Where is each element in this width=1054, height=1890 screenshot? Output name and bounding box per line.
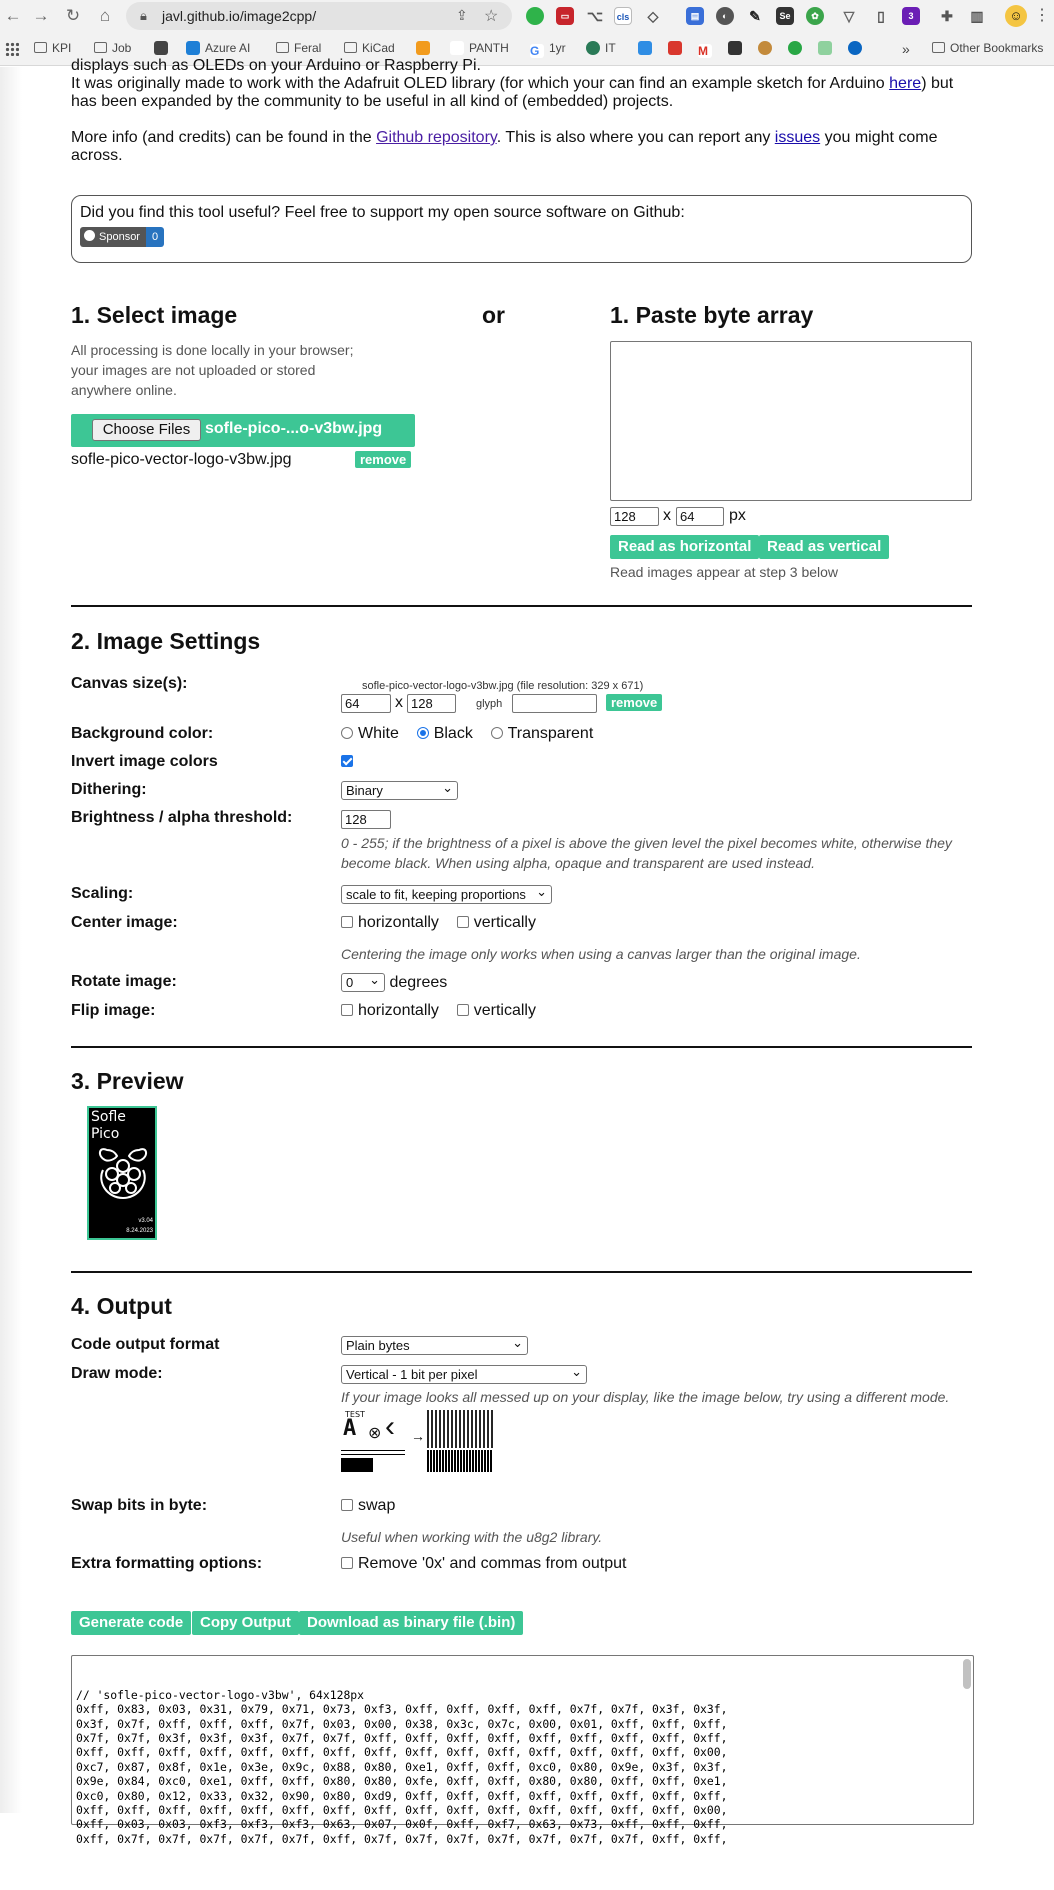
threshold-label: Brightness / alpha threshold: — [71, 809, 293, 826]
example-garbled-glyphs — [427, 1410, 493, 1448]
or-label: or — [482, 302, 505, 328]
bg-transparent-option[interactable] — [491, 725, 594, 742]
sponsor-button[interactable] — [80, 227, 164, 247]
draw-mode-control — [341, 1365, 587, 1384]
bookmark-icon-4[interactable] — [728, 41, 747, 55]
flip-label: Flip image: — [71, 1002, 156, 1019]
swap-help: Useful when working with the u8g2 library. — [341, 1529, 603, 1545]
extension-blue-icon[interactable]: ▤ — [686, 7, 704, 25]
scaling-select[interactable]: scale to fit, keeping proportions ⌄ — [341, 885, 552, 904]
section-divider — [71, 1046, 972, 1048]
center-image-label: Center image: — [71, 914, 178, 931]
extension-cls-icon[interactable]: cls — [614, 7, 632, 25]
center-image-options — [341, 914, 536, 932]
intro-text-span: It was originally made to work with the Adafruit OLED library (for which your can find an example sketch for Arduino — [71, 75, 890, 92]
folder-icon — [276, 42, 289, 53]
url-text[interactable]: javl.github.io/image2cpp/ — [162, 8, 317, 24]
preview-version: v3.04 — [138, 1218, 153, 1224]
dithering-label: Dithering: — [71, 781, 147, 798]
folder-icon — [932, 42, 945, 53]
intro-paragraph-2 — [71, 75, 971, 111]
preview-date: 8.24.2023 — [126, 1228, 153, 1234]
extension-gray-circle-icon[interactable]: ◐ — [716, 7, 734, 25]
favicon-icon — [728, 41, 742, 55]
bg-white-option[interactable] — [341, 725, 399, 742]
azure-icon — [186, 41, 200, 55]
degrees-label: degrees — [389, 974, 448, 991]
paste-height-input[interactable]: 64 — [676, 507, 724, 526]
bookmark-icon-3[interactable] — [668, 41, 687, 55]
reload-icon[interactable]: ↻ — [65, 6, 81, 25]
other-bookmarks[interactable] — [932, 41, 1043, 55]
flip-options — [341, 1002, 536, 1020]
bg-black-label: Black — [433, 725, 473, 742]
intro-text-span: you might come across. — [71, 129, 938, 164]
glyph-input[interactable] — [512, 694, 597, 713]
example-test-text: TEST — [345, 1410, 365, 1419]
bookmark-label: Feral — [294, 41, 322, 55]
folder-icon — [34, 42, 47, 53]
bookmark-label: 1yr — [549, 41, 566, 55]
swap-label: swap — [358, 1497, 396, 1514]
side-panel-icon[interactable]: ▥ — [970, 8, 984, 24]
bg-white-label: White — [358, 725, 399, 742]
paste-x-label: x — [663, 507, 671, 524]
folder-icon — [94, 42, 107, 53]
canvas-file-info: sofle-pico-vector-logo-v3bw.jpg (file resolution: 329 x 671) — [362, 680, 644, 692]
code-output-text: // 'sofle-pico-vector-logo-v3bw', 64x128px 0xff, 0x83, 0x03, 0x31, 0x79, 0x71, 0x73, 0xf3, 0xff, 0xff, 0xff, 0xff, 0x7f, 0x7f, 0x3f, 0x3f, 0x3f, 0x7f, 0xff, 0xff, 0xff, 0x7f, 0x03, 0x00, 0x38, 0x3c, 0x7c, 0x00, 0x01, 0xff, 0xff, 0xff, 0x7f, 0x7f, 0x3f, 0x3f, 0x3f, 0x7f, 0x7f, 0xff, 0xff, 0xff, 0xff, 0xff, 0xff, 0xff, 0xff, 0xff, 0xff, 0xff, 0xff, 0xff, 0xff, 0xff, 0xff, 0xff, 0xff, 0xff, 0xff, 0xff, 0xff, 0xff, 0xff, 0x00, 0xc7, 0x87, 0x8f, 0x1e, 0x3e, 0x9c, 0x88, 0x80, 0xe1, 0xff, 0xff, 0xc0, 0x80, 0x9e, 0x3f, 0x3f, 0x9e, 0x84, 0xc0, 0xe1, 0xff, 0xff, 0x80, 0x80, 0xfe, 0xff, 0xff, 0x80, 0x80, 0xff, 0xff, 0xe1, 0xc0, 0x80, 0x12, 0x33, 0x32, 0x90, 0x80, 0xd9, 0xff, 0xff, 0xff, 0xff, 0xff, 0xff, 0xff, 0xff, 0xff, 0xff, 0xff, 0xff, 0xff, 0xff, 0xff, 0xff, 0xff, 0xff, 0xff, 0xff, 0xff, 0xff, 0xff, 0x00, 0xff, 0x03, 0x03, 0xf3, 0xf3, 0xf3, 0x63, 0x07, 0x0f, 0xff, 0xf7, 0x63, 0x73, 0xff, 0xff, 0xff, 0xff, 0x7f, 0x7f, 0x7f, 0x7f, 0x7f, 0xff, 0x7f, 0x7f, 0x7f, 0x7f, 0x7f, 0x7f, 0x7f, 0xff, 0xff, — [76, 1687, 728, 1846]
center-vertical-option[interactable] — [457, 914, 536, 931]
example-block — [341, 1458, 373, 1472]
read-vertical-button[interactable]: Read as vertical — [759, 535, 889, 559]
apps-grid-icon[interactable] — [5, 42, 19, 56]
favicon-icon — [450, 41, 464, 55]
bg-black-radio[interactable] — [417, 727, 429, 739]
intro-text — [71, 57, 971, 183]
bookmark-label: Job — [112, 41, 132, 55]
forward-icon[interactable]: → — [32, 6, 50, 25]
intro-paragraph-3 — [71, 129, 971, 165]
bookmark-label: Other Bookmarks — [950, 41, 1044, 55]
bookmark-icon-8[interactable] — [848, 41, 867, 55]
flip-vertical-label: vertically — [473, 1002, 536, 1019]
bookmark-panth[interactable] — [450, 41, 509, 55]
browser-toolbar — [0, 0, 1054, 32]
more-bookmarks-chevron-icon[interactable]: » — [902, 41, 910, 57]
bookmark-kicad[interactable] — [344, 41, 395, 55]
flip-horizontal-label: horizontally — [358, 1002, 439, 1019]
step1-title: 1. Select image — [71, 302, 238, 328]
bookmark-icon-2[interactable] — [638, 41, 657, 55]
scaling-label: Scaling: — [71, 885, 134, 902]
extension-badge: 3 — [908, 11, 914, 21]
extension-puzzle-icon[interactable]: ⌥ — [586, 8, 604, 24]
favicon-icon — [586, 41, 600, 55]
bookmark-kpi[interactable] — [34, 41, 71, 55]
extra-formatting-option[interactable] — [341, 1555, 626, 1573]
sponsor-label-wrap — [80, 227, 146, 247]
section-divider — [71, 605, 972, 607]
bookmark-orange[interactable] — [416, 41, 435, 55]
draw-mode-label: Draw mode: — [71, 1365, 163, 1382]
center-horizontal-option[interactable] — [341, 914, 439, 931]
file-input[interactable] — [71, 414, 415, 447]
draw-mode-select[interactable]: Vertical - 1 bit per pixel ⌄ — [341, 1365, 587, 1384]
example-lines — [341, 1450, 405, 1455]
extension-se-icon[interactable]: Se — [776, 7, 794, 25]
copy-output-button[interactable]: Copy Output — [192, 1611, 299, 1635]
share-icon[interactable]: ⇪ — [456, 7, 468, 23]
address-bar[interactable] — [126, 2, 512, 30]
bookmark-azure-ai[interactable] — [186, 41, 250, 55]
extension-pen-icon[interactable]: ✎ — [749, 8, 761, 24]
google-icon: G — [530, 44, 544, 58]
browser-menu-icon[interactable]: ⋮ — [1034, 7, 1050, 24]
swap-bits-label: Swap bits in byte: — [71, 1497, 208, 1514]
bookmark-icon-6[interactable] — [788, 41, 807, 55]
bookmark-1yr[interactable] — [530, 41, 566, 58]
paste-unit-label: px — [729, 507, 746, 524]
left-shadow — [0, 67, 22, 1813]
invert-colors-label: Invert image colors — [71, 753, 218, 770]
rotate-control — [341, 973, 447, 992]
remove-canvas-button[interactable]: remove — [606, 694, 662, 711]
center-horizontal-checkbox[interactable] — [341, 916, 353, 928]
remove-0x-label: Remove '0x' and commas from output — [358, 1555, 627, 1572]
code-output-textarea[interactable] — [71, 1655, 974, 1846]
preview-text-pico: Pico — [91, 1126, 120, 1142]
bg-white-radio[interactable] — [341, 727, 353, 739]
extension-green-circle-icon[interactable] — [526, 7, 544, 25]
step4-title: 4. Output — [71, 1293, 172, 1319]
draw-mode-example-image — [341, 1410, 495, 1474]
code-format-select[interactable]: Plain bytes ⌄ — [341, 1336, 528, 1355]
favicon-icon — [416, 41, 430, 55]
swap-bits-option[interactable] — [341, 1497, 395, 1515]
canvas-height-input[interactable]: 128 — [407, 694, 456, 713]
sponsor-count: 0 — [146, 227, 164, 247]
threshold-help: 0 - 255; if the brightness of a pixel is above the given level the pixel becomes white, otherwise they become black. When using alpha, opaque and transparent are used instead. — [341, 835, 952, 871]
rotate-label: Rotate image: — [71, 973, 177, 990]
back-icon[interactable]: ← — [4, 6, 22, 25]
bookmark-job[interactable] — [94, 41, 131, 55]
background-color-label: Background color: — [71, 725, 214, 742]
flip-vertical-option[interactable] — [457, 1002, 536, 1019]
github-repository-link[interactable]: Github repository — [376, 129, 497, 146]
favicon-icon — [668, 41, 682, 55]
swap-bits-checkbox[interactable] — [341, 1499, 353, 1511]
processing-note: All processing is done locally in your browser; your images are not uploaded or stored anywhere online. — [71, 342, 354, 398]
bookmark-label: IT — [605, 41, 616, 55]
intro-text-span: ) but has been expanded by the community to be useful in all kind of (embedded) projects. — [71, 75, 954, 110]
center-vertical-checkbox[interactable] — [457, 916, 469, 928]
step3-title: 3. Preview — [71, 1068, 184, 1094]
page-content — [0, 57, 1054, 1846]
chosen-file-name: sofle-pico-...o-v3bw.jpg — [205, 420, 383, 437]
example-arrow-icon: → — [411, 1428, 425, 1444]
example-circle-x-icon: ⊗ — [368, 1425, 382, 1442]
favicon-icon — [788, 41, 802, 55]
output-scrollbar[interactable] — [963, 1659, 971, 1689]
canvas-x-label: x — [395, 694, 403, 711]
example-chevron-icon: ‹ — [385, 1410, 395, 1443]
folder-icon — [344, 42, 357, 53]
extensions-menu-icon[interactable]: ✚ — [941, 8, 953, 24]
section-divider — [71, 1271, 972, 1273]
bookmark-star-icon[interactable]: ☆ — [484, 8, 499, 25]
onedrive-icon — [848, 41, 862, 55]
favicon-icon — [818, 41, 832, 55]
paste-title: 1. Paste byte array — [610, 302, 814, 328]
extension-reader-icon[interactable]: ▯ — [877, 8, 885, 24]
glyph-label: glyph — [476, 698, 503, 710]
bookmark-icon-7[interactable] — [818, 41, 837, 55]
home-icon[interactable]: ⌂ — [99, 6, 111, 25]
extension-red-icon[interactable]: ▭ — [556, 7, 574, 25]
preview-canvas[interactable] — [87, 1106, 157, 1240]
rotate-select[interactable]: 0 ⌄ — [341, 973, 385, 992]
center-horizontal-label: horizontally — [358, 914, 439, 931]
draw-mode-help: If your image looks all messed up on your display, like the image below, try using a different mode. — [341, 1389, 950, 1405]
bookmark-icon-5[interactable] — [758, 41, 777, 55]
center-help: Centering the image only works when using a canvas larger than the original image. — [341, 946, 861, 962]
bookmark-label: KPI — [52, 41, 72, 55]
download-bin-button[interactable]: Download as binary file (.bin) — [299, 1611, 523, 1635]
paste-width-input[interactable]: 128 — [610, 507, 659, 526]
extension-v-icon[interactable]: ▽ — [843, 8, 855, 24]
scaling-control — [341, 885, 552, 904]
raspberry-logo-icon — [93, 1142, 153, 1202]
canvas-width-input[interactable]: 64 — [341, 694, 391, 713]
flip-vertical-checkbox[interactable] — [457, 1004, 469, 1016]
remove-image-button[interactable]: remove — [355, 451, 411, 468]
bookmark-favicon-1[interactable] — [154, 41, 173, 55]
generate-code-button[interactable]: Generate code — [71, 1611, 191, 1635]
threshold-input[interactable]: 128 — [341, 810, 391, 829]
support-box — [71, 195, 972, 263]
byte-array-textarea[interactable] — [610, 341, 972, 501]
support-text: Did you find this tool useful? Feel free to support my open source software on Github: — [80, 204, 685, 221]
favicon-icon — [638, 41, 652, 55]
bg-transparent-radio[interactable] — [491, 727, 503, 739]
read-note: Read images appear at step 3 below — [610, 564, 839, 580]
bookmark-feral[interactable] — [276, 41, 321, 55]
example-garbled-block — [427, 1450, 493, 1472]
intro-text-span: More info (and credits) can be found in the — [71, 129, 377, 146]
bg-transparent-label: Transparent — [507, 725, 594, 742]
extension-purple-icon[interactable] — [902, 7, 920, 25]
invert-colors-checkbox[interactable] — [341, 755, 353, 767]
canvas-size-label: Canvas size(s): — [71, 675, 188, 692]
extension-shield-icon[interactable]: ◇ — [647, 8, 659, 24]
bookmark-it[interactable] — [586, 41, 616, 55]
sponsor-label: Sponsor — [99, 231, 140, 243]
remove-0x-checkbox[interactable] — [341, 1557, 353, 1569]
bookmark-label: Azure AI — [205, 41, 251, 55]
read-horizontal-button[interactable]: Read as horizontal — [610, 535, 759, 559]
flip-horizontal-checkbox[interactable] — [341, 1004, 353, 1016]
center-vertical-label: vertically — [473, 914, 536, 931]
profile-avatar[interactable]: ☺ — [1005, 5, 1027, 27]
invert-colors-control — [341, 753, 358, 771]
issues-link[interactable]: issues — [774, 129, 821, 146]
gmail-icon: M — [698, 44, 712, 58]
background-color-options — [341, 725, 593, 743]
loaded-filename: sofle-pico-vector-logo-v3bw.jpg — [71, 451, 292, 468]
intro-text-span: . This is also where you can report any — [496, 129, 775, 146]
choose-files-button[interactable]: Choose Files — [92, 419, 201, 441]
bookmark-label: PANTH — [469, 41, 509, 55]
favicon-icon — [154, 41, 168, 55]
step2-title: 2. Image Settings — [71, 628, 261, 654]
intro-line-1: displays such as OLEDs on your Arduino or Raspberry Pi. — [71, 57, 481, 74]
dithering-control — [341, 781, 458, 800]
favicon-icon — [758, 41, 772, 55]
github-icon — [84, 230, 95, 241]
code-format-control — [341, 1336, 528, 1355]
extra-formatting-label: Extra formatting options: — [71, 1555, 263, 1572]
bookmark-gmail[interactable] — [698, 41, 717, 58]
preview-text-sofle: Sofle — [91, 1109, 126, 1125]
code-format-label: Code output format — [71, 1336, 220, 1353]
example-a-glyph: A — [343, 1416, 357, 1441]
bookmark-label: KiCad — [362, 41, 395, 55]
flip-horizontal-option[interactable] — [341, 1002, 439, 1019]
bg-black-option[interactable] — [417, 725, 473, 742]
lock-icon: 🔒︎ — [140, 8, 147, 23]
dithering-select[interactable]: Binary ⌄ — [341, 781, 458, 800]
adafruit-example-link[interactable]: here — [889, 75, 922, 92]
extension-leaf-icon[interactable]: ✿ — [806, 7, 824, 25]
